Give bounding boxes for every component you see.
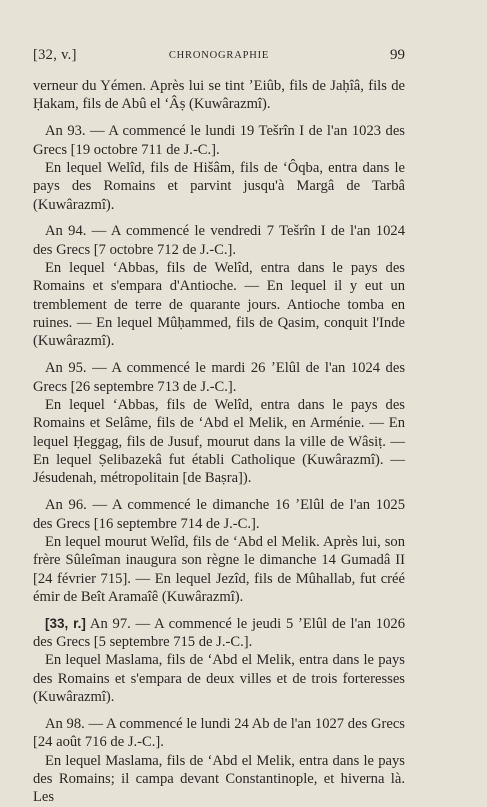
folio-marker: [33, r.] <box>45 615 86 631</box>
paragraph: En lequel ʻAbbas, fils de Welîd, entra dans le pays des Romains et Selâme, fils de ʻAbd el Melik, en Arménie. — En lequel Ḥeggag, fils de Jusuf, mourut dans la ville de Wâsiṭ. — En lequel Ṣelibazekâ fut établi Catholique (Kuwârazmî). — Jésudenah, métropolitain [de Baṣra]). <box>33 397 405 487</box>
paragraph: En lequel Welîd, fils de Hišâm, fils de ʻÔqba, entra dans le pays des Romains et parvint jusqu'à Margâ de Tarbâ (Kuwârazmî). <box>33 159 405 213</box>
year-entry-93: An 93. — A commencé le lundi 19 Tešrîn I de l'an 1023 des Grecs [19 octobre 711 de J.-C.]. <box>33 123 405 158</box>
year-entry-97 <box>33 615 405 652</box>
paragraph: En lequel ʻAbbas, fils de Welîd, entra dans le pays des Romains et s'empara d'Antioche. — En lequel il y eut un tremblement de terre de quarante jours. Antioche tomba en ruines. — En lequel Mûḥammed, fils de Qasim, conquit l'Inde (Kuwârazmî). <box>33 260 405 350</box>
section-reference: [32, v.] <box>33 47 77 63</box>
running-title: CHRONOGRAPHIE <box>168 50 270 61</box>
paragraph: En lequel Maslama, fils de ʻAbd el Melik, entra dans le pays des Romains; il campa devant Constantinople, et hiverna là. Les <box>33 752 405 806</box>
paragraph-continuation: verneur du Yémen. Après lui se tint ʼEiûb, fils de Jaḥîâ, fils de Ḥakam, fils de Abû el ʻÂṣ (Kuwârazmî). <box>33 78 405 113</box>
year-entry-95: An 95. — A commencé le mardi 26 ʼElûl de l'an 1024 des Grecs [26 septembre 713 de J.-C.]. <box>33 360 405 395</box>
year-entry-98: An 98. — A commencé le lundi 24 Ab de l'an 1027 des Grecs [24 août 716 de J.-C.]. <box>33 716 405 751</box>
page-number: 99 <box>390 47 405 63</box>
year-entry-96: An 96. — A commencé le dimanche 16 ʼElûl de l'an 1025 des Grecs [16 septembre 714 de J.-C.]. <box>33 497 405 532</box>
year-entry-94: An 94. — A commencé le vendredi 7 Tešrîn I de l'an 1024 des Grecs [7 octobre 712 de J.-C.]. <box>33 223 405 258</box>
paragraph: En lequel Maslama, fils de ʻAbd el Melik, entra dans le pays des Romains et s'empara de deux villes et de trois forteresses (Kuwârazmî). <box>33 652 405 706</box>
running-header <box>33 47 405 67</box>
paragraph: En lequel mourut Welîd, fils de ʻAbd el Melik. Après lui, son frère Sûleîman inaugura son règne le dimanche 14 Gumadâ II [24 février 715]. — En lequel Jezîd, fils de Mûhallab, fut créé émir de Beît Aramaîê (Kuwârazmî). <box>33 533 405 605</box>
page-body <box>33 77 405 807</box>
year-entry-text: An 97. — A commencé le jeudi 5 ʼElûl de l'an 1026 des Grecs [5 septembre 715 de J.-C.]. <box>33 615 405 651</box>
